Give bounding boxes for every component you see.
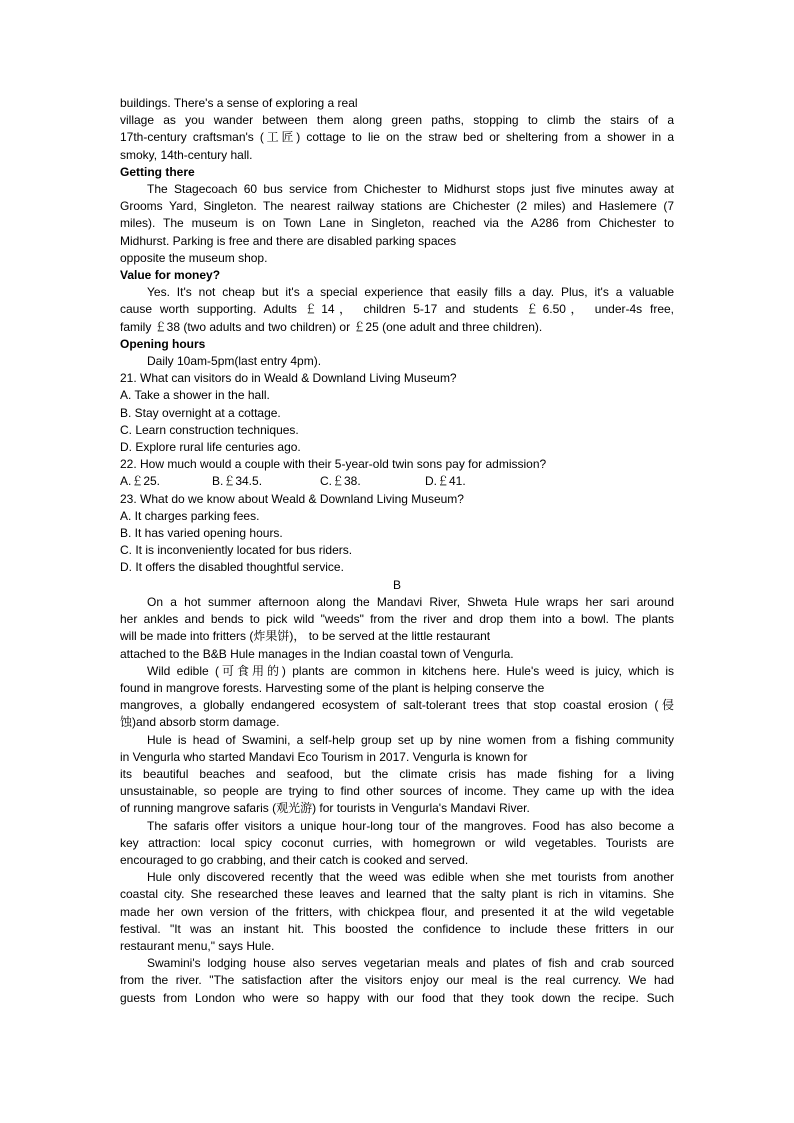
section-heading: Getting there <box>120 164 195 179</box>
passage-b-paragraph-1 <box>120 594 674 663</box>
text-line: 17th-century craftsman's (工匠) cottage to lie on the straw bed or sheltering from a shower in a <box>120 130 674 145</box>
passage-b-paragraph-5 <box>120 869 674 955</box>
text-line: 蚀)and absorb storm damage. <box>120 715 280 730</box>
text-line: festival. "It was an instant hit. This boosted the confidence to include these fritters in our <box>120 921 674 936</box>
text-line: The Stagecoach 60 bus service from Chichester to Midhurst stops just five minutes away at <box>147 182 674 197</box>
answer-option: D. It offers the disabled thoughtful service. <box>120 560 344 575</box>
section-heading: Opening hours <box>120 336 206 351</box>
text-line: Grooms Yard, Singleton. The nearest railway stations are Chichester (2 miles) and Haslemere (7 <box>120 199 674 214</box>
text-line: restaurant menu," says Hule. <box>120 938 275 953</box>
text-line: guests from London who were so happy with our food that they took down the recipe. Such <box>120 990 674 1005</box>
text-line: made her own version of the fritters, with chickpea flour, and presented it at the wild vegetable <box>120 904 674 919</box>
question-21 <box>120 370 674 456</box>
answer-option: D.￡41. <box>425 474 466 489</box>
question-stem: 22. How much would a couple with their 5-year-old twin sons pay for admission? <box>120 457 547 472</box>
text-line: village as you wander between them along green paths, stopping to climb the stairs of a <box>120 113 674 128</box>
text-line: key attraction: local spicy coconut curries, with homegrown or wild vegetables. Tourists are <box>120 835 674 850</box>
answer-option: A. It charges parking fees. <box>120 508 260 523</box>
text-line: Hule only discovered recently that the weed was edible when she met tourists from another <box>147 870 674 885</box>
text-line: Daily 10am-5pm(last entry 4pm). <box>147 354 322 369</box>
text-line: On a hot summer afternoon along the Mandavi River, Shweta Hule wraps her sari around <box>147 594 674 609</box>
text-line: its beautiful beaches and seafood, but the climate crisis has made fishing for a living <box>120 766 674 781</box>
text-line: Wild edible (可食用的) plants are common in kitchens here. Hule's weed is juicy, which is <box>147 663 674 678</box>
question-23 <box>120 491 674 577</box>
text-line: miles). The museum is on Town Lane in Singleton, reached via the A286 from Chichester to <box>120 216 674 231</box>
text-line: encouraged to go crabbing, and their catch is cooked and served. <box>120 852 469 867</box>
text-line: from the river. "The satisfaction after the visitors enjoy our meal is the real currency. We had <box>120 973 674 988</box>
value-for-money-paragraph <box>120 284 674 336</box>
answer-option: A. Take a shower in the hall. <box>120 388 270 403</box>
text-line: her ankles and bends to pick wild "weeds" from the river and drop them into a bowl. The plants <box>120 612 674 627</box>
text-line: family ￡38 (two adults and two children) or ￡25 (one adult and three children). <box>120 319 543 334</box>
text-line: Midhurst. Parking is free and there are disabled parking spaces <box>120 233 457 248</box>
answer-option: C.￡38. <box>320 474 361 489</box>
passage-a-paragraph-1 <box>120 95 674 164</box>
text-line: unsustainable, so people are trying to find other sources of income. They came up with the idea <box>120 784 674 799</box>
passage-b-paragraph-4 <box>120 818 674 870</box>
text-line: mangroves, a globally endangered ecosystem of salt-tolerant trees that stop coastal erosion (侵 <box>120 698 674 713</box>
text-line: coastal city. She researched these leaves and learned that the salty plant is rich in vitamins. She <box>120 887 674 902</box>
text-line: buildings. There's a sense of exploring a real <box>120 96 358 110</box>
answer-options-row <box>120 473 674 490</box>
passage-b-paragraph-3 <box>120 732 674 818</box>
text-line: Yes. It's not cheap but it's a special experience that easily fills a day. Plus, it's a valuable <box>147 285 674 300</box>
text-line: opposite the museum shop. <box>120 250 268 265</box>
section-heading: Value for money? <box>120 268 221 283</box>
answer-option: B.￡34.5. <box>212 474 263 489</box>
answer-option: B. It has varied opening hours. <box>120 526 283 541</box>
text-line: smoky, 14th-century hall. <box>120 147 253 162</box>
question-stem: 21. What can visitors do in Weald & Downland Living Museum? <box>120 371 457 386</box>
answer-option: C. It is inconveniently located for bus riders. <box>120 543 353 558</box>
text-line: in Vengurla who started Mandavi Eco Tourism in 2017. Vengurla is known for <box>120 749 528 764</box>
text-line: found in mangrove forests. Harvesting some of the plant is helping conserve the <box>120 680 545 695</box>
text-line: of running mangrove safaris (观光游) for tourists in Vengurla's Mandavi River. <box>120 801 530 816</box>
passage-b-paragraph-6 <box>120 955 674 1007</box>
text-line: Swamini's lodging house also serves vegetarian meals and plates of fish and crab sourced <box>147 956 674 971</box>
getting-there-paragraph <box>120 181 674 267</box>
text-line: Hule is head of Swamini, a self-help group set up by nine women from a fishing community <box>147 732 674 747</box>
answer-option: D. Explore rural life centuries ago. <box>120 440 301 455</box>
passage-b-paragraph-2 <box>120 663 674 732</box>
answer-option: A.￡25. <box>120 474 161 489</box>
answer-option: B. Stay overnight at a cottage. <box>120 405 281 420</box>
answer-option: C. Learn construction techniques. <box>120 422 299 437</box>
document-page <box>120 95 674 1007</box>
question-stem: 23. What do we know about Weald & Downland Living Museum? <box>120 491 464 506</box>
text-line: will be made into fritters (炸果饼)， to be served at the little restaurant <box>120 629 491 644</box>
text-line: attached to the B&B Hule manages in the Indian coastal town of Vengurla. <box>120 646 514 661</box>
text-line: The safaris offer visitors a unique hour-long tour of the mangroves. Food has also become a <box>147 818 674 833</box>
question-22 <box>120 456 674 490</box>
text-line: cause worth supporting. Adults ￡14， children 5-17 and students ￡6.50， under-4s free, <box>120 302 674 317</box>
passage-label: B <box>392 577 401 592</box>
